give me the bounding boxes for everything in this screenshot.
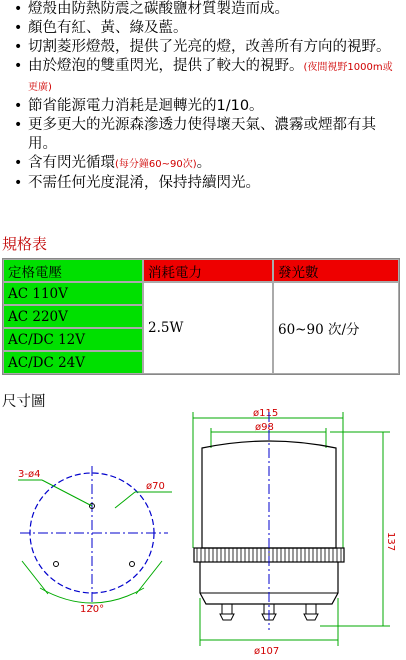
- voltage-cell: AC 110V: [3, 282, 143, 305]
- voltage-cell: AC 220V: [3, 305, 143, 328]
- feature-text: 不需任何光度混淆，保持持續閃光。: [28, 175, 260, 191]
- leader-line: [136, 561, 162, 594]
- feature-note: (夜間視野1000m或更廣): [28, 62, 393, 93]
- feature-text: 燈殼由防熱防震之碳酸鹽材質製造而成。: [28, 1, 289, 17]
- dimension-title: 尺寸圖: [2, 394, 46, 410]
- feature-item: [14, 174, 402, 193]
- mount-hole: [54, 562, 59, 567]
- header-flash: 發光數: [273, 259, 399, 282]
- header-power: 消耗電力: [143, 259, 273, 282]
- feature-text: 顏色有紅、黃、綠及藍。: [28, 20, 188, 36]
- height-label: 137: [385, 532, 396, 552]
- top-inner-label: ø98: [255, 422, 274, 433]
- flash-cell: 60~90 次/分: [273, 282, 399, 374]
- spec-table: [2, 258, 400, 375]
- spec-title: 規格表: [2, 235, 48, 253]
- feature-item: [14, 57, 402, 97]
- feature-text: 由於燈泡的雙重閃光，提供了較大的視野。: [28, 58, 304, 74]
- terminal: [304, 604, 318, 620]
- feature-item: [14, 116, 402, 154]
- header-voltage: 定格電壓: [3, 259, 143, 282]
- leader-line: [22, 561, 48, 594]
- pcd-label: ø70: [146, 481, 165, 492]
- feature-item: [14, 0, 402, 19]
- voltage-cell: AC/DC 24V: [3, 351, 143, 374]
- terminal: [220, 604, 234, 620]
- feature-note: (每分鐘60~90次): [115, 159, 197, 170]
- base-label: ø107: [254, 646, 280, 657]
- feature-text: 節省能源電力消耗是迴轉光的1/10。: [28, 98, 264, 114]
- leader-line: [42, 480, 92, 506]
- feature-text-end: 。: [196, 155, 212, 171]
- feature-text: 切割菱形燈殼，提供了光亮的燈，改善所有方向的視野。: [28, 39, 391, 55]
- feature-text: 含有閃光循環: [28, 155, 115, 171]
- bottom-view: [18, 466, 172, 615]
- feature-item: [14, 38, 402, 57]
- angle-label: 120°: [80, 604, 105, 615]
- voltage-cell: AC/DC 12V: [3, 328, 143, 351]
- feature-item: [14, 97, 402, 116]
- feature-item: [14, 154, 402, 174]
- feature-text: 更多更大的光源森滲透力使得壞天氣、濃霧或煙都有其用。: [28, 117, 376, 152]
- mount-hole: [130, 562, 135, 567]
- holes-label: 3-ø4: [18, 469, 41, 480]
- side-view: [193, 408, 396, 657]
- feature-list: [14, 0, 402, 193]
- dimension-drawing: [0, 408, 406, 660]
- feature-item: [14, 19, 402, 38]
- top-outer-label: ø115: [253, 408, 279, 419]
- spec-header-row: [3, 259, 399, 282]
- leader-line: [115, 492, 135, 508]
- power-cell: 2.5W: [143, 282, 273, 374]
- spec-row: [3, 282, 399, 305]
